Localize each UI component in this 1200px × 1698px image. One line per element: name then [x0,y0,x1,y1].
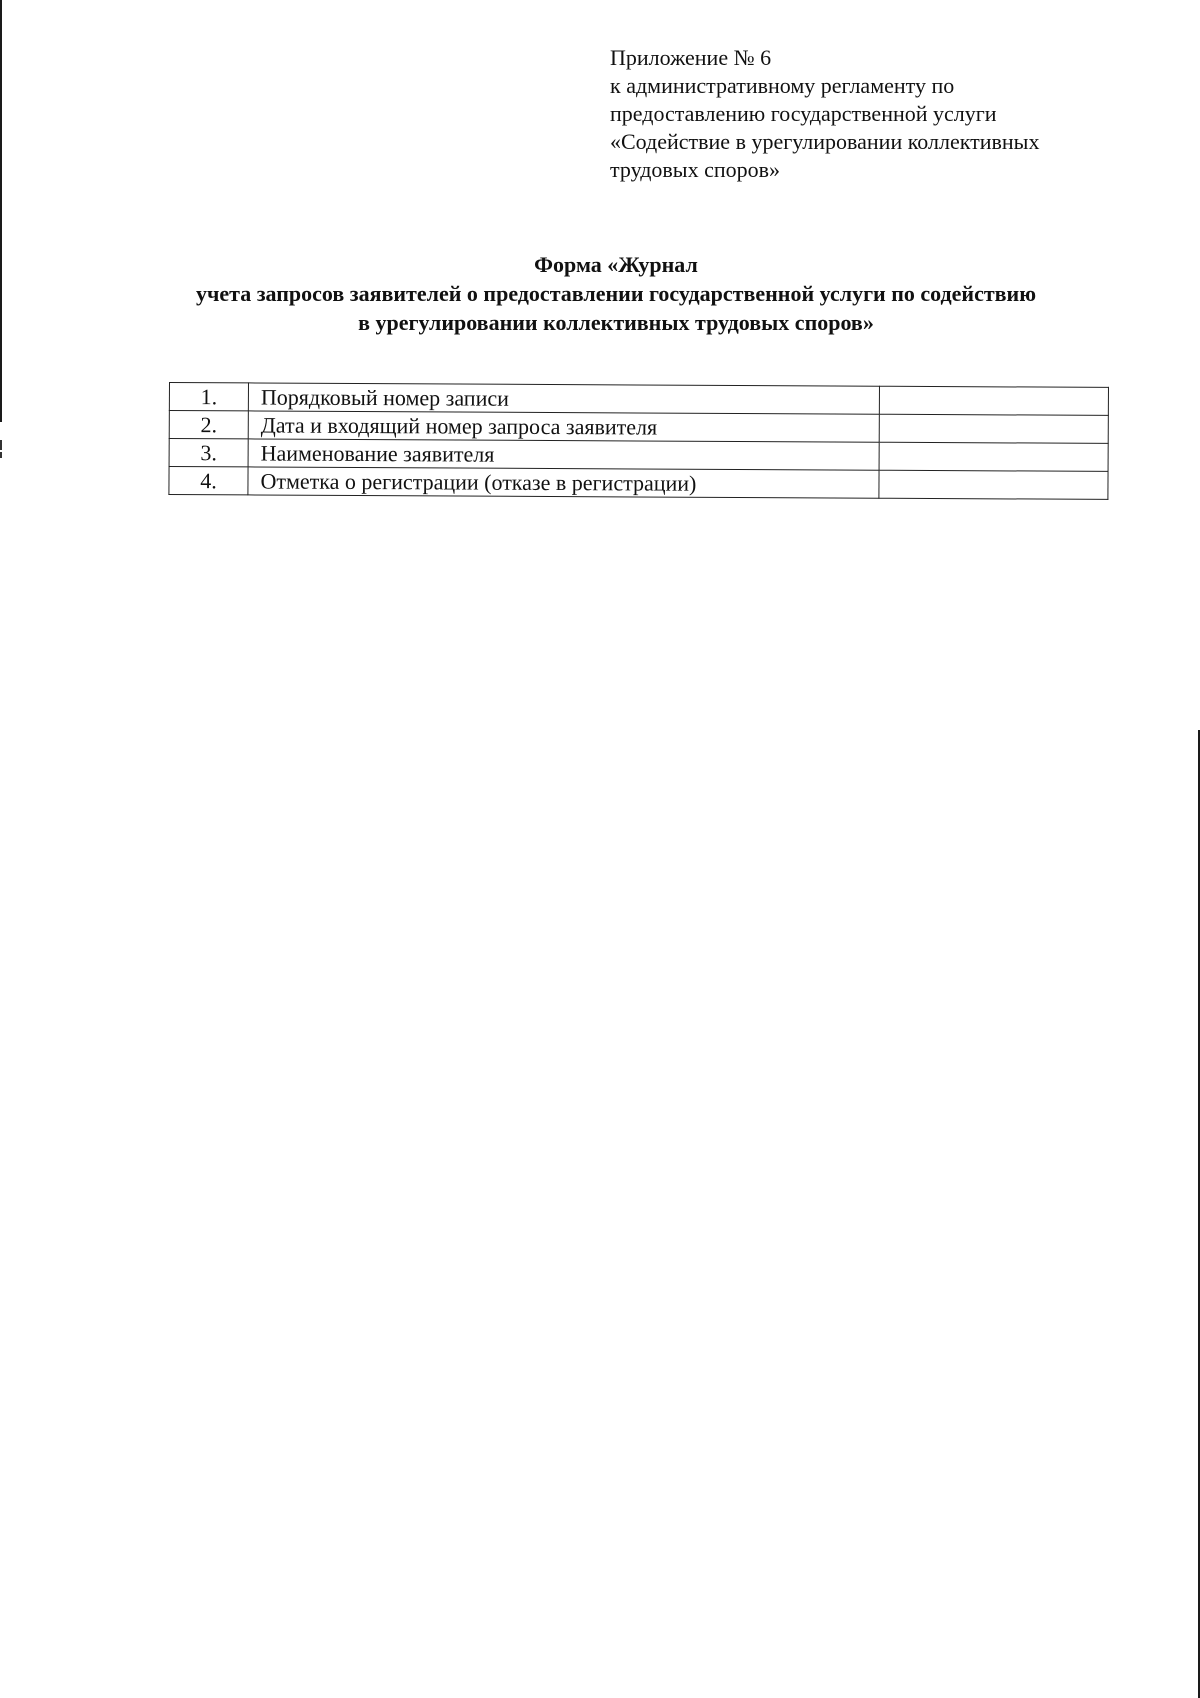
form-title-line: учета запросов заявителей о предоставлении государственной услуги по содействию [195,281,1037,306]
form-title-line: в урегулировании коллективных трудовых споров» [358,310,874,335]
row-number: 2. [169,411,248,439]
row-value-cell [879,442,1108,471]
row-number: 3. [169,439,248,467]
scan-mark-left [0,452,2,458]
appendix-line: к административному регламенту по [610,73,955,98]
appendix-note [610,44,1170,184]
scan-edge-left [0,0,2,422]
journal-table [168,382,1109,500]
row-label: Отметка о регистрации (отказе в регистрации) [248,467,879,498]
scan-mark-left [0,440,2,450]
appendix-line: Приложение № 6 [610,45,772,70]
row-value-cell [879,470,1108,499]
row-number: 1. [169,383,248,411]
row-value-cell [879,414,1108,443]
table-row [169,467,1108,500]
appendix-line: предоставлению государственной услуги [610,101,997,126]
form-title-line: Форма «Журнал [534,252,698,277]
row-label: Дата и входящий номер запроса заявителя [248,411,879,442]
row-value-cell [879,386,1108,415]
row-label: Порядковый номер записи [248,383,879,414]
row-label: Наименование заявителя [248,439,879,470]
form-title [100,250,1132,337]
appendix-line: «Содействие в урегулировании коллективных [610,129,1040,154]
row-number: 4. [169,467,248,495]
appendix-line: трудовых споров» [610,157,780,182]
